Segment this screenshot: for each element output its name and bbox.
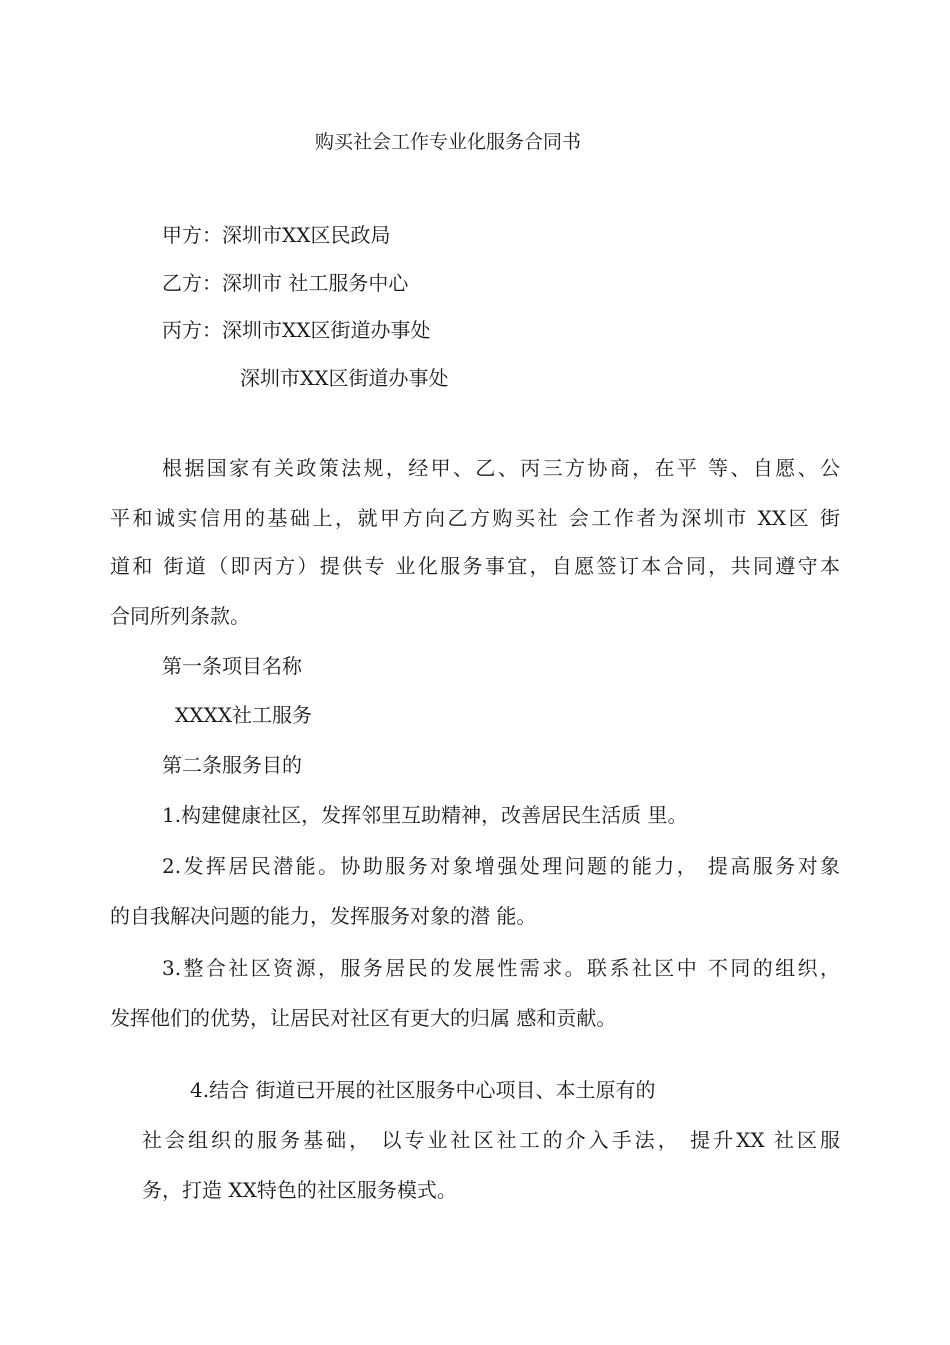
preamble-line-4: 合同所列条款。 [110, 604, 250, 628]
preamble-line-2: 平和诚实信用的基础上，就甲方向乙方购买社 会工作者为深圳市 XX区 街 [110, 506, 840, 530]
article-2-item-2-line-1: 2.发挥居民潜能。协助服务对象增强处理问题的能力， 提高服务对象 [162, 854, 840, 878]
party-a: 甲方：深圳市XX区民政局 [162, 223, 391, 247]
article-2-heading: 第二条服务目的 [162, 753, 302, 777]
article-1-heading: 第一条项目名称 [162, 654, 302, 678]
article-2-item-3-line-1: 3.整合社区资源，服务居民的发展性需求。联系社区中 不同的组织， [162, 956, 840, 980]
article-2-item-3-line-2: 发挥他们的优势，让居民对社区有更大的归属 感和贡献。 [110, 1006, 617, 1030]
article-2-item-4-line-2: 社会组织的服务基础， 以专业社区社工的介入手法， 提升XX 社区服 [142, 1128, 840, 1152]
article-2-item-4-line-1: 4.结合 街道已开展的社区服务中心项目、本土原有的 [190, 1078, 656, 1102]
article-1-content: XXXX社工服务 [175, 703, 312, 727]
article-2-item-4-line-3: 务，打造 XX特色的社区服务模式。 [142, 1178, 457, 1202]
preamble-line-1: 根据国家有关政策法规，经甲、乙、丙三方协商，在平 等、自愿、公 [162, 456, 840, 480]
party-c-continued: 深圳市XX区街道办事处 [240, 366, 449, 390]
party-c: 丙方：深圳市XX区街道办事处 [162, 318, 431, 342]
preamble-line-3: 道和 街道（即丙方）提供专 业化服务事宜，自愿签订本合同，共同遵守本 [110, 554, 840, 578]
party-b: 乙方：深圳市 社工服务中心 [162, 271, 409, 295]
document-title: 购买社会工作专业化服务合同书 [315, 131, 582, 153]
article-2-item-2-line-2: 的自我解决问题的能力，发挥服务对象的潜 能。 [110, 904, 537, 928]
article-2-item-1: 1.构建健康社区，发挥邻里互助精神，改善居民生活质 里。 [162, 803, 688, 827]
